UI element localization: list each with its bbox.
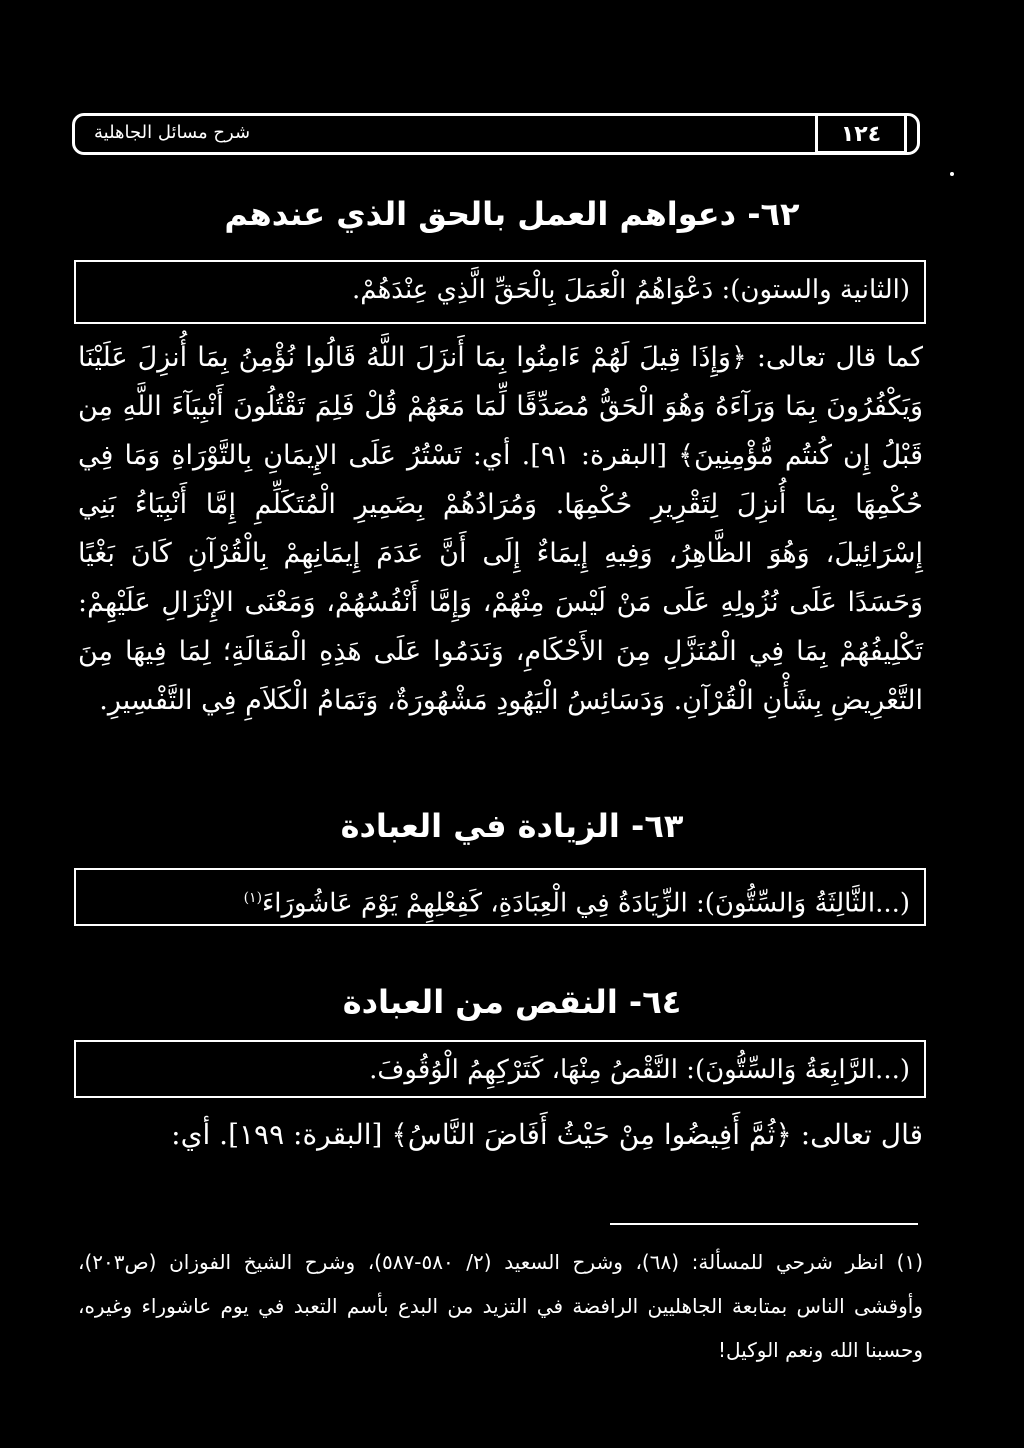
- section-64-box-text: (...الرَّابِعَةُ وَالسِّتُّونَ): النَّقْصُ مِنْهَا، كَتَرْكِهِمُ الْوُقُوفَ.: [369, 1055, 910, 1085]
- section-62-body: كما قال تعالى: ﴿وَإِذَا قِيلَ لَهُمْ ءَامِنُوا بِمَا أَنزَلَ اللَّهُ قَالُوا نُؤْمِنُ بِمَا أُنزِلَ عَلَيْنَا وَيَكْفُرُونَ بِمَا وَرَآءَهُ وَهُوَ الْحَقُّ مُصَدِّقًا لِّمَا مَعَهُمْ قُلْ فَلِمَ تَقْتُلُونَ أَنْبِيَآءَ اللَّهِ مِن قَبْلُ إِن كُنتُم مُّؤْمِنِينَ﴾ [البقرة: ٩١]. أي: تَسْتُرُ عَلَى الإِيمَانِ بِالتَّوْرَاةِ وَمَا فِي حُكْمِهَا بِمَا أُنزِلَ لِتَقْرِيرِ حُكْمِهَا. وَمُرَادُهُمْ بِضَمِيرِ الْمُتَكَلِّمِ إِمَّا أَنْبِيَاءُ بَنِي إِسْرَائِيلَ، وَهُوَ الظَّاهِرُ، وَفِيهِ إِيمَاءٌ إِلَى أَنَّ عَدَمَ إِيمَانِهِمْ بِالْقُرْآنِ كَانَ بَغْيًا وَحَسَدًا عَلَى نُزُولِهِ عَلَى مَنْ لَيْسَ مِنْهُمْ، وَإِمَّا أَنْفُسُهُمْ، وَمَعْنَى الإِنْزَالِ عَلَيْهِمْ: تَكْلِيفُهُمْ بِمَا فِي الْمُنَزَّلِ مِنَ الأَحْكَامِ، وَنَدَمُوا عَلَى هَذِهِ الْمَقَالَةِ؛ لِمَا فِيهَا مِنَ التَّعْرِيضِ بِشَأْنِ الْقُرْآنِ. وَدَسَائِسُ الْيَهُودِ مَشْهُورَةٌ، وَتَمَامُ الْكَلاَمِ فِي التَّفْسِيرِ.: [78, 342, 923, 716]
- section-64-box: [74, 1040, 926, 1098]
- section-64-heading: ٦٤- النقص من العبادة: [342, 983, 682, 1021]
- footnote-1: (١) انظر شرحي للمسألة: (٦٨)، وشرح السعيد (٢/ ٥٨٠-٥٨٧)، وشرح الشيخ الفوزان (ص٢٠٣)، وأوقشى الناس بمتابعة الجاهليين الرافضة في التزيد من البدع بأسم التعبد في يوم عاشوراء وغيره، وحسبنا الله ونعم الوكيل!: [78, 1250, 923, 1362]
- section-64-verse: قال تعالى: ﴿ثُمَّ أَفِيضُوا مِنْ حَيْثُ أَفَاضَ النَّاسُ﴾ [البقرة: ١٩٩]. أي:: [171, 1118, 923, 1151]
- footnote-separator: [610, 1223, 918, 1225]
- footnote-ref: (١): [243, 890, 263, 906]
- running-header-title: شرح مسائل الجاهلية: [94, 122, 251, 143]
- scan-speck: [950, 172, 954, 176]
- section-62-box: [74, 260, 926, 324]
- section-63-box-text: (...الثَّالِثَةُ وَالسِّتُّونَ): الزِّيَادَةُ فِي الْعِبَادَةِ، كَفِعْلِهِمْ يَوْمَ عَاشُورَاءَ: [262, 888, 910, 919]
- section-62-heading: ٦٢- دعواهم العمل بالحق الذي عندهم: [224, 195, 800, 233]
- page-number: ١٢٤: [815, 116, 907, 154]
- section-63-box: [74, 868, 926, 926]
- section-63-heading: ٦٣- الزيادة في العبادة: [340, 807, 684, 845]
- section-62-box-text: (الثانية والستون): دَعْوَاهُمُ الْعَمَلَ بِالْحَقِّ الَّذِي عِنْدَهُمْ.: [352, 275, 910, 305]
